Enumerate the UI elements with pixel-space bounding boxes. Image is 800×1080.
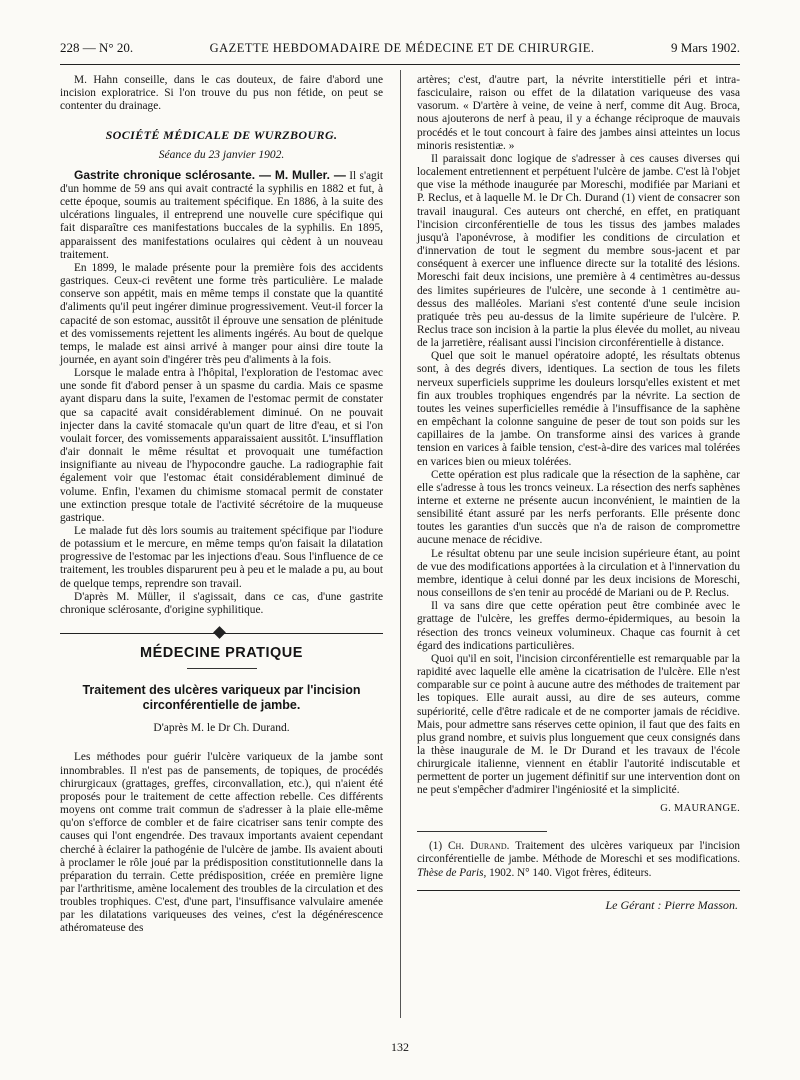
footnote-tail: 1902. N° 140. Vigot frères, éditeurs. (489, 866, 652, 879)
article-paragraph-4: Quel que soit le manuel opératoire adopté, les résultats obtenus sont, à des degrés divers, identiques. La section de tous les filets nerveux superficiels supprime les douleurs lorsqu'elles existent et met fin aux troubles trophiques engendrés par la névrite. La section de toutes les veines superficielles remédie à l'insuffisance de la saphène en empêchant la colonne sanguine de peser de tout son poids sur les capillaires de la jambe. On transforme ainsi des varices à grande tension en varices à faible tension, c'est-à-dire des varices mal tolérées en varices bien ou mieux tolérées. (417, 350, 740, 468)
article-paragraph-7: Il va sans dire que cette opération peut être combinée avec le grattage de l'ulcère, les greffes dermo-épidermiques, au besoin la résection des troncs veineux volumineux. Chaque cas fournit à cet égard des indications particulières. (417, 600, 740, 652)
page-number: 132 (391, 1040, 409, 1054)
article-title: Traitement des ulcères variqueux par l'incision circonférentielle de jambe. (82, 683, 361, 713)
article-paragraph-5: Cette opération est plus radicale que la résection de la saphène, car elle s'adresse à tous les troncs veineux. La résection des nerfs saphènes interne et externe ne présente aucun inconvénient, le maintien de la sensibilité étant assuré par les nerfs perforants. Elle présente donc toutes les garanties d'un succès que n'a de raison de compromettre aucune menace de récidive. (417, 468, 740, 547)
section-heading: MÉDECINE PRATIQUE (140, 645, 303, 662)
article-paragraph-6: Le résultat obtenu par une seule incision supérieure étant, au point de vue des modifications apportées à la circulation et à l'innervation du membre, identique à celui donné par les deux incisions de Moreschi, nous conseillons de s'en tenir au procédé de Mariani ou de P. Reclus. (417, 547, 740, 600)
case-paragraph-4: Le malade fut dès lors soumis au traitement spécifique par l'iodure de potassium et le mercure, en même temps qu'on faisait la dilatation progressive de l'estomac par les injections d'eau. Sous l'influence de ce traitement, les troubles disparurent peu à peu et le malade a pu, au bout de quelque temps, reprendre son travail. (60, 525, 383, 590)
case-body-1: Il s'agit d'un homme de 59 ans qui avait contracté la syphilis en 1882 et fut, à cette époque, soumis au traitement spécifique. En 1886, à la suite des ulcérations linguales, il entreprend une nouvelle cure spécifique qui fait disparaître ces manifestations buccales de la syphilis. En 1895, apparaissent des manifestations oculaires qui cèdent à un nouveau traitement. (60, 169, 383, 261)
diamond-ornament-icon (213, 626, 226, 639)
footnote-text: Traitement des ulcères variqueux par l'incision circonférentielle de jambe. Méthode de Moreschi et ses modifications. (417, 839, 740, 866)
society-title: SOCIÉTÉ MÉDICALE DE WURZBOURG. (105, 128, 338, 143)
intro-paragraph: M. Hahn conseille, dans le cas douteux, de faire d'abord une incision exploratrice. Si l'on trouve du pus non fétide, on peut se contenter du drainage. (60, 74, 383, 113)
heading-underline (187, 668, 257, 669)
footnote-author: (1) Ch. Durand. (429, 839, 510, 852)
header-rule (60, 64, 740, 65)
footnote (417, 840, 740, 880)
article-paragraph-2: artères; c'est, d'autre part, la névrite interstitielle péri et intra-fasciculaire, raison ou effet de la dilatation variqueuse des vasa vasorum. « D'artère à veine, de veine à nerf, comme dit Aug. Broca, nous ajouterons de nerf à peau, il y a échange réciproque de mauvais procédés et le tout concourt à faire des jambes ainsi atteintes un locus minoris resistentiæ. » (417, 74, 740, 152)
case-paragraph-5: D'après M. Müller, il s'agissait, dans ce cas, d'une gastrite chronique sclérosante, d'origine syphilitique. (60, 590, 383, 616)
article-paragraph-8: Quoi qu'il en soit, l'incision circonférentielle est remarquable par la rapidité avec laquelle elle amène la cicatrisation de l'ulcère. Elle n'est comparable sur ce point à aucune autre des méthodes de traitement par les topiques. Elle aurait aussi, au dire de ses auteurs, comme supériorité, celle d'être radicale et de ne comporter jamais de récidive. Mais, pour admettre sans réserves cette opinion, il faut que des faits en plus grand nombre, et suivis plus longuement que ceux consignés dans la thèse inaugurale de M. le Dr Durand et les travaux de l'école chirurgicale italienne, viennent en établir l'autorité indiscutable et permettent de porter un jugement définitif sur une intervention dont on ne peut s'empêcher d'admirer l'ingéniosité et la simplicité. (417, 652, 740, 797)
seance-date: Séance du 23 janvier 1902. (158, 148, 285, 161)
case-title: Gastrite chronique sclérosante. — M. Muller. — (74, 167, 346, 182)
newspaper-page (60, 40, 740, 1065)
page-issue-number: 228 — N° 20. (60, 40, 134, 55)
issue-date: 9 Mars 1902. (671, 40, 740, 55)
article-byline: D'après M. le Dr Ch. Durand. (153, 722, 290, 735)
right-column (417, 74, 740, 912)
gerant-rule (417, 890, 740, 891)
section-ornament (60, 627, 383, 641)
case-paragraph-3: Lorsque le malade entra à l'hôpital, l'exploration de l'estomac avec une sonde fit d'abord penser à un spasme du cardia. Mais ce spasme ayant disparu dans la suite, l'examen de l'estomac permit de constater que sa capacité avait considérablement diminué. On ne pouvait injecter dans la cavité stomacale qu'un quart de litre d'eau, et si l'on voulait forcer, des vomissements apparaissaient aussitôt. L'insufflation d'air donnait le même résultat et provoquait une tuméfaction insignifiante au niveau de l'hypocondre gauche. La radiographie fait également voir que l'estomac était considérablement diminué de volume. Enfin, l'examen du chimisme stomacal permit de constater une extinction presque totale de l'activité sécrétoire de la muqueuse gastrique. (60, 367, 383, 524)
journal-title: GAZETTE HEBDOMADAIRE DE MÉDECINE ET DE CHIRURGIE. (209, 41, 595, 55)
running-head (60, 40, 740, 62)
case-paragraph-1 (60, 169, 383, 262)
article-paragraph-1: Les méthodes pour guérir l'ulcère variqueux de la jambe sont innombrables. Il n'est pas de pansements, de topiques, de procédés chirurgicaux (grattages, greffes, circonvallation, etc.), qui n'aient été proposés pour le traitement de cette affection rebelle. Ces différents moyens ont comme trait commun de s'adresser à la plaie elle-même qu'on s'efforce de combler et de faire cicatriser sans tenir compte des causes qui l'ont engendrée. Des travaux importants avaient cependant cherché à éclairer la pathogénie de l'ulcère de jambe. Ils avaient abouti à proclamer le rôle joué par la prédisposition constitutionnelle dans la préparation du terrain. Cette prédisposition, créée en première ligne par l'arthritisme, amène localement des troubles de la circulation et des troubles trophiques. C'est, d'une part, l'insuffisance valvulaire amenée par les dilatations variqueuses des veines, c'est la dégénérescence athéromateuse des (60, 751, 383, 935)
gerant-line: Le Gérant : Pierre Masson. (605, 897, 738, 912)
left-column (60, 74, 383, 936)
column-divider (400, 70, 401, 1018)
footnote-thesis: Thèse de Paris, (417, 866, 487, 879)
author-signature: G. MAURANGE. (660, 802, 740, 814)
footnote-rule (417, 831, 547, 832)
article-paragraph-3: Il paraissait donc logique de s'adresser à ces causes diverses qui localement entretiennent et perpétuent l'ulcère de jambe. C'est là l'objet que vise la méthode inaugurée par Moreschi, modifiée par Mariani et P. Reclus, et à laquelle M. le Dr Ch. Durand (1) vient de consacrer son travail inaugural. Ces auteurs ont cherché, en effet, en pratiquant l'incision circonférentielle de tous les tissus des jambes malades jusqu'à l'aponévrose, à modifier les conditions de circulation et d'innervation de tout le segment du membre sous-jacent et par conséquent à exercer une influence directe sur la totalité des lésions. Moreschi fait deux incisions, une première à 4 centimètres au-dessus des limites supérieures de l'ulcère, une seconde à 1 centimètre au-dessus des malléoles. Mariani s'est contenté d'une seule incision pratiquée très peu au-dessus de la limite supérieure de l'ulcère. P. Reclus trace son incision à la partie la plus élevée du mollet, au niveau de la jarretière, réalisant aussi l'incision circonférentielle à distance. (417, 152, 740, 350)
case-paragraph-2: En 1899, le malade présente pour la première fois des accidents gastriques. Ceux-ci revêtent une forme très particulière. Le malade conserve son appétit, mais en même temps il constate que la quantité d'aliments qu'il peut ingérer diminue progressivement. Veut-il forcer la capacité de son estomac, aussitôt il éprouve une sensation de plénitude et des vomissements rejettent les aliments ingérés. Au bout de quelque temps, le malade est ainsi arrivé à manger pour ainsi dire toute la journée, en ayant soin d'ingérer très peu d'aliments à la fois. (60, 261, 383, 366)
